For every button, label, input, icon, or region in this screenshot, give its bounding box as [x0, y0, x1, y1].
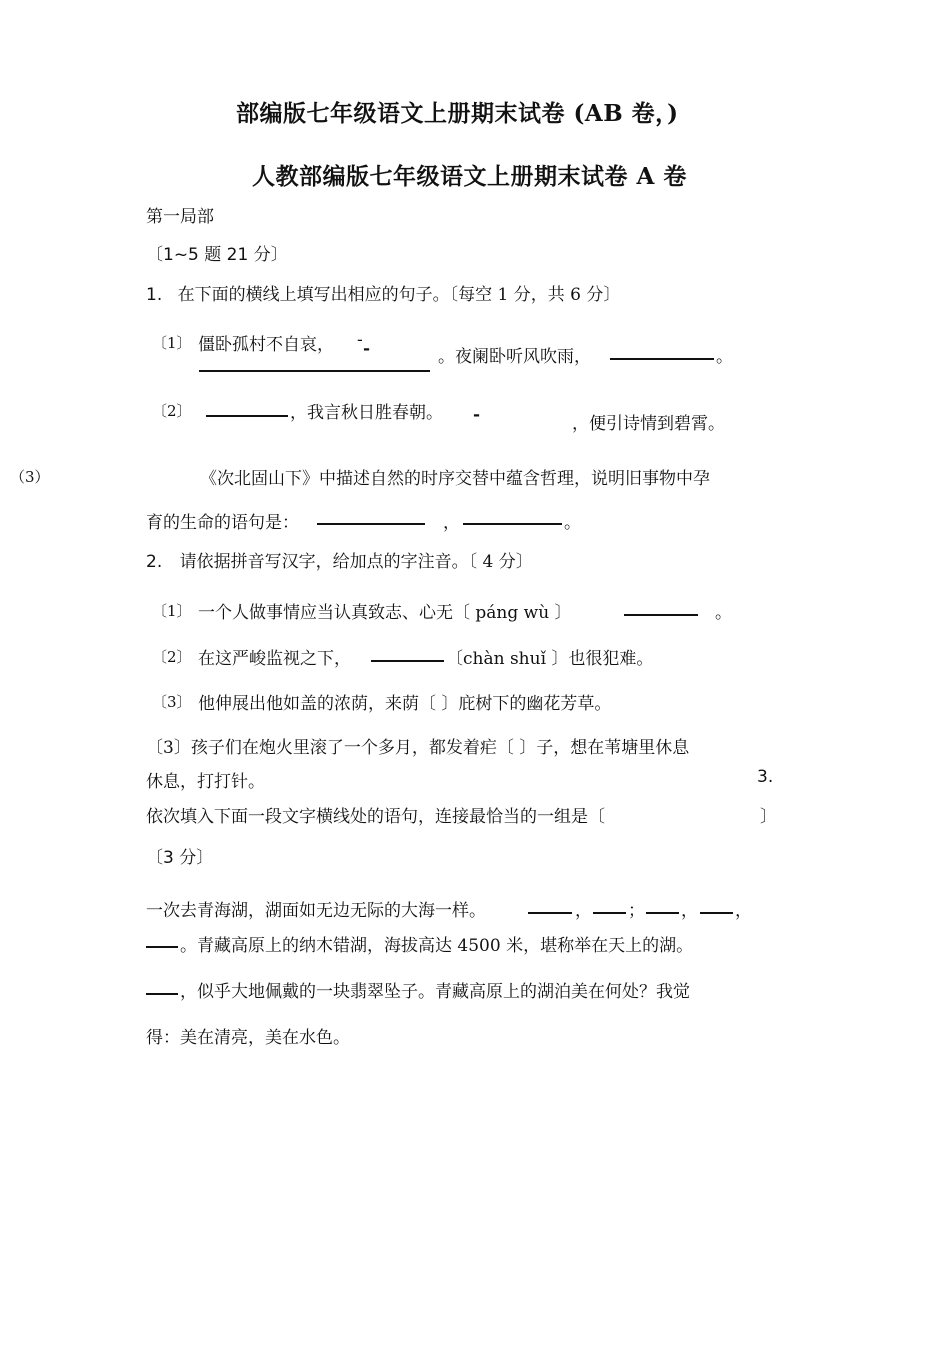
question-text: 依次填入下面一段文字横线处的语句，连接最恰当的一组是〔: [146, 807, 605, 827]
dash-mark: -: [357, 330, 363, 350]
question-score: 〔3 分〕: [146, 848, 214, 868]
dash-mark: -: [363, 339, 371, 359]
passage-line: 。青藏高原上的纳木错湖，海拔高达 4500 米，堪称举在天上的湖。: [180, 936, 694, 956]
answer-blank[interactable]: [700, 912, 733, 914]
punctuation: 。: [716, 347, 733, 367]
doc-subtitle: 人教部编版七年级语文上册期末试卷 A 卷: [252, 163, 687, 190]
dash-mark: -: [473, 405, 481, 425]
item-text: 一个人做事情应当认真致志、心无〔 páng wù 〕: [198, 603, 572, 623]
item-text: 〔chàn shuǐ 〕也很犯难。: [446, 649, 654, 669]
item-label: （3）: [10, 468, 50, 486]
item-text: 《次北固山下》中描述自然的时序交替中蕴含哲理，说明旧事物中孕: [200, 469, 710, 489]
punctuation: ，: [443, 513, 460, 533]
punctuation: 〕: [760, 807, 777, 827]
question-2: [146, 547, 533, 572]
answer-blank[interactable]: [528, 912, 572, 914]
item-label: 〔1〕: [152, 602, 192, 620]
item-text: ，我言秋日胜春朝。: [290, 403, 443, 423]
answer-blank[interactable]: [199, 370, 430, 372]
punctuation: 。: [564, 513, 581, 533]
item-text: 在这严峻监视之下，: [198, 649, 351, 669]
answer-blank[interactable]: [610, 358, 714, 360]
item-label: 〔3〕: [152, 693, 192, 711]
answer-blank[interactable]: [593, 912, 626, 914]
item-text: ，便引诗情到碧霄。: [572, 414, 725, 434]
question-number: 1.: [146, 285, 163, 305]
part-heading: 第一局部: [146, 207, 214, 227]
question-text: 请依据拼音写汉字，给加点的字注音。〔 4 分〕: [179, 552, 533, 572]
item-text: 休息，打打针。: [146, 772, 265, 792]
answer-blank[interactable]: [317, 523, 425, 525]
answer-blank[interactable]: [624, 614, 698, 616]
item-text: 他伸展出他如盖的浓荫，来荫〔 〕庇树下的幽花芳草。: [198, 694, 612, 714]
item-label: 〔1〕: [152, 334, 192, 352]
passage-line: ，似乎大地佩戴的一块翡翠坠子。青藏高原上的湖泊美在何处？我觉: [180, 982, 690, 1002]
item-label: 〔2〕: [152, 648, 192, 666]
item-text: 〔3〕孩子们在炮火里滚了一个多月，都发着疟〔 〕子，想在苇塘里休息: [146, 738, 690, 758]
passage-line: 一次去青海湖，湖面如无边无际的大海一样。: [146, 901, 486, 921]
answer-blank[interactable]: [146, 946, 178, 948]
passage-line: 得：美在清亮，美在水色。: [146, 1028, 350, 1048]
item-text: 。夜阑卧听风吹雨，: [438, 347, 591, 367]
question-text: 在下面的横线上填写出相应的句子。〔每空 1 分，共 6 分〕: [177, 285, 621, 305]
question-1: [146, 280, 620, 305]
question-number: 3.: [757, 767, 774, 787]
answer-blank[interactable]: [646, 912, 679, 914]
item-text: 僵卧孤村不自哀，: [198, 335, 334, 355]
doc-title: 部编版七年级语文上册期末试卷 (AB 卷，): [236, 100, 679, 127]
answer-blank[interactable]: [146, 993, 178, 995]
item-label: 〔2〕: [152, 402, 192, 420]
question-number: 2.: [146, 552, 163, 572]
answer-blank[interactable]: [206, 415, 288, 417]
punctuation: 。: [715, 603, 732, 623]
answer-blank[interactable]: [463, 523, 562, 525]
answer-blank[interactable]: [371, 660, 444, 662]
part-range: 〔1~5 题 21 分〕: [146, 245, 288, 265]
item-text: 育的生命的语句是：: [146, 513, 299, 533]
